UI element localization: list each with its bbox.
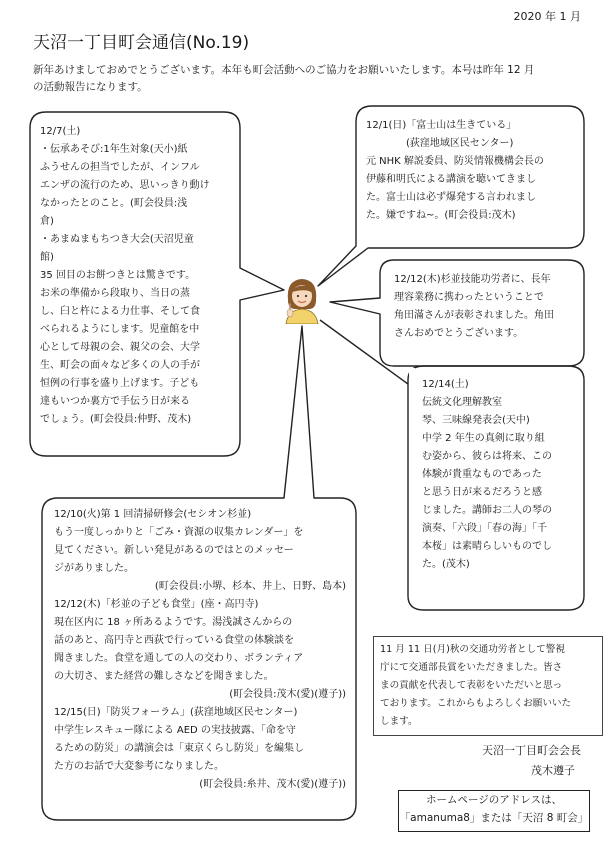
- text-line: 現在区内に 18 ヶ所あるようです。湯浅誠さんからの: [54, 617, 293, 628]
- homepage-line: 「amanuma8」または「天沼 8 町会」: [399, 812, 589, 824]
- text-line: 達もいつか裏方で手伝う日が来る: [40, 396, 190, 407]
- text-line: エンザの流行のため、思いっきり動け: [40, 180, 210, 191]
- signature-org: 天沼一丁目町会会長: [482, 744, 581, 757]
- intro-line: 新年あけましておめでとうございます。本年も町会活動へのご協力をお願いいたします。本号は昨年 12 月: [33, 64, 535, 76]
- text-line: 伝統文化理解教室: [422, 397, 502, 408]
- text-line: 琴、三味線発表会(天中): [422, 415, 530, 426]
- text-line: 12/12(木)「杉並の子ども食堂」(座・高円寺): [54, 599, 259, 610]
- newsletter-title: 天沼一丁目町会通信(No.19): [33, 33, 250, 53]
- bubble-dec12-text: [394, 271, 554, 343]
- text-line: 中学生レスキュー隊による AED の実技披露、「命を守: [54, 725, 296, 736]
- text-line: ・あまぬまもちつき大会(天沼児童: [40, 234, 194, 245]
- text-line: し、臼と杵による力仕事、そして食: [40, 306, 200, 317]
- notice-line: ております。これからもよろしくお願いいた: [380, 698, 572, 709]
- text-line: べられるようにします。児童館を中: [40, 324, 200, 335]
- homepage-line: ホームページのアドレスは、: [426, 794, 562, 806]
- text-line: じました。講師お二人の琴の: [422, 505, 552, 516]
- notice-line: 11 月 11 日(月)秋の交通功労者として警視: [380, 644, 565, 655]
- text-line: 12/14(土): [422, 379, 469, 390]
- text-line: 12/10(火)第 1 回清掃研修会(セシオン杉並): [54, 509, 252, 520]
- text-line: でしょう。(町会役員:仲野、茂木): [40, 414, 192, 425]
- text-line: と思う日が来るだろうと感: [422, 487, 542, 498]
- bubble-dec1-text: [366, 117, 544, 225]
- text-line: 話のあと、高円寺と西荻で行っている食堂の体験談を: [54, 635, 294, 646]
- text-line: 恒例の行事を盛り上げます。子ども: [40, 378, 200, 389]
- text-line: お米の準備から段取り、当日の蒸: [40, 288, 190, 299]
- text-line: 35 回目のお餅つきとは驚きです。: [40, 270, 196, 281]
- text-line: るための防災」の講演会は「東京くらし防災」を編集し: [54, 743, 304, 754]
- text-line: 12/15(日)「防災フォーラム」(荻窪地域区民センター): [54, 707, 298, 718]
- text-line: 館): [40, 252, 54, 263]
- text-line: た。富士山は必ず爆発する言われまし: [366, 192, 536, 203]
- text-line: た方のお話で大変参考になりました。: [54, 761, 224, 772]
- text-line: 12/1(日)「富士山は生きている」: [366, 120, 517, 131]
- issue-date: 2020 年 1 月: [513, 10, 581, 23]
- bubble-dec7-text: [40, 123, 210, 429]
- text-line-credit: (町会役員:茂木(愛)(遵子)): [229, 689, 346, 700]
- text-line: 本桜」は素晴らしいものでし: [422, 541, 552, 552]
- text-line: た。嫌ですね~。(町会役員:茂木): [366, 210, 516, 221]
- traffic-award-notice: [373, 636, 603, 736]
- text-line: た。(茂木): [422, 559, 470, 570]
- text-line-credit: (町会役員:小堺、杉本、井上、日野、島本): [154, 581, 346, 592]
- text-line: 理容業務に携わったということで: [394, 292, 544, 303]
- text-line: ・伝承あそび:1年生対象(天小)紙: [40, 144, 188, 155]
- text-line: 12/7(土): [40, 126, 81, 137]
- notice-line: します。: [380, 716, 418, 727]
- woman-avatar-icon: [280, 276, 324, 324]
- homepage-address-box: [398, 790, 590, 832]
- text-line: 体験が貴重なものであった: [422, 469, 542, 480]
- text-line: む姿から、彼らは将来、この: [422, 451, 552, 462]
- notice-line: まの貢献を代表して表彰をいただいと思っ: [380, 680, 563, 691]
- signature-name: 茂木遵子: [531, 764, 575, 777]
- bubble-bottom-text: [54, 506, 346, 794]
- text-line: 倉): [40, 216, 54, 227]
- text-line: 見てください。新しい発見があるのではとのメッセー: [54, 545, 294, 556]
- bubble-dec14-text: [422, 376, 552, 574]
- text-line: 中学 2 年生の真剣に取り組: [422, 433, 545, 444]
- text-line-credit: (町会役員:糸井、茂木(愛)(遵子)): [199, 779, 346, 790]
- text-line: ふうせんの担当でしたが、インフル: [40, 162, 200, 173]
- text-line: さんおめでとうございます。: [394, 328, 524, 339]
- text-line: (荻窪地域区民センター): [406, 138, 514, 149]
- text-line: の大切さ、また経営の難しさなどを聞きました。: [54, 671, 274, 682]
- text-line: 聞きました。食堂を通しての人の交わり、ボランティア: [54, 653, 304, 664]
- text-line: 元 NHK 解説委員、防災情報機構会長の: [366, 156, 544, 167]
- notice-line: 庁にて交通部長賞をいただきました。皆さ: [380, 662, 563, 673]
- text-line: ジがありました。: [54, 563, 134, 574]
- text-line: もう一度しっかりと「ごみ・資源の収集カレンダー」を: [54, 527, 304, 538]
- text-line: なかったとのこと。(町会役員:浅: [40, 198, 188, 209]
- text-line: 伊藤和明氏による講演を聴いてきまし: [366, 174, 536, 185]
- text-line: 演奏、「六段」「春の海」「千: [422, 523, 547, 534]
- intro-line: の活動報告になります。: [33, 81, 148, 93]
- text-line: 心として母親の会、親父の会、大学: [40, 342, 200, 353]
- text-line: 生、町会の面々など多くの人の手が: [40, 360, 200, 371]
- text-line: 12/12(木)杉並技能功労者に、長年: [394, 274, 551, 285]
- text-line: 角田滿さんが表彰されました。角田: [394, 310, 554, 321]
